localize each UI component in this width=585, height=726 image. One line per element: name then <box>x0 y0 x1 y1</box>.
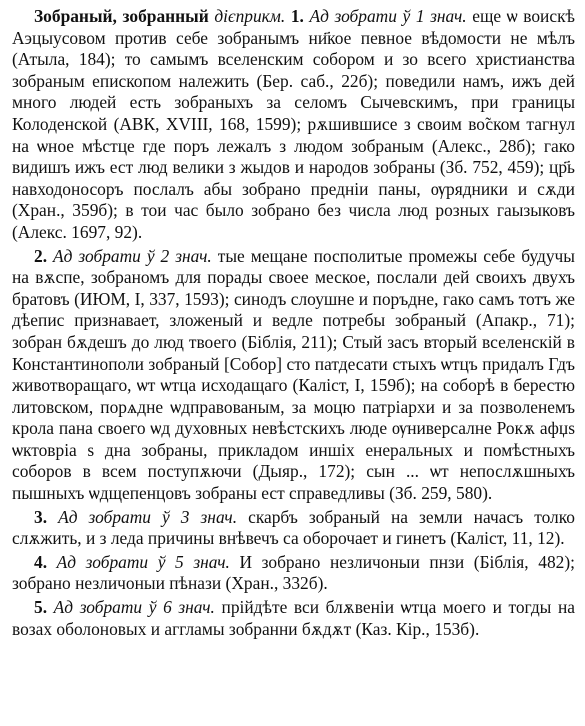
sense-2-number: 2. <box>34 245 48 266</box>
sense-2-label: Ад зобрати ў 2 знач. <box>53 245 212 266</box>
sense-3-paragraph <box>12 507 575 550</box>
sense-3-text: скарбъ зобраный на земли начасъ толко слѫжить, и з леда причины внѣвечъ са оборочает и гинетъ (Каліст, 11, 12). <box>12 506 575 549</box>
sense-5-label: Ад зобрати ў 6 знач. <box>53 597 215 618</box>
sense-2-text: тые мещане посполитые промежы себе будучы на вѫспе, зобраномъ для порады своее меское, послали дей своихъ двухъ братовъ (ИЮМ, I, 337, 1593); синодъ слоушне и поръдне, гако самъ тотъ же дѣепис признавает, зложеный и ведле потребы зобраный (Апакр., 71); зобран бѫдешъ до люд твоего (Біблія, 211); Стый засъ вторый вселенскій в Константинополи зобраный [Собор] сто патдесати стыхъ ѡтцъ придалъ Гдъ животворащаго, ѡт ѡтца исходащаго (Каліст, I, 159б); на соборѣ в берестю литовском, порѧдне ѡдправованым, за моцю патріархи и за позволенемъ крола пана своего ѡд духовных невѣстскихъ люде ѹниверсалне Рокѫ афџѕ ѡктовріа ѕ дна зобраны, прикладом иншіх енеральных и помѣстныхъ соборов в всем поступѫючи (Дыяр., 172); сын ... ѡт непослѫшныхъ пышныхъ ѡдщепенцовъ зобраны ест справедливы (Зб. 259, 580). <box>12 245 575 504</box>
sense-2-paragraph <box>12 246 575 505</box>
entry-grammar: дієприкм. <box>214 6 286 26</box>
sense-5-paragraph <box>12 597 575 640</box>
entry-headword: Зобраный, зобранный <box>34 6 209 26</box>
sense-1-paragraph <box>12 6 575 244</box>
sense-1-label: Ад зобрати ў 1 знач. <box>309 6 467 26</box>
sense-5-number: 5. <box>34 597 48 618</box>
sense-4-label: Ад зобрати ў 5 знач. <box>56 551 230 572</box>
sense-3-label: Ад зобрати ў 3 знач. <box>58 506 238 527</box>
sense-5-text: прійдѣте вси блѫвеніи ѡтца моего и тогды на возах оболоновых и аггламы зобранни бѫдѫт (Каз. Кір., 153б). <box>12 597 575 639</box>
sense-4-paragraph <box>12 552 575 595</box>
sense-1-text: еще ѡ воискѣ Аэцыусовом против себе зобранымъ ни҃кое певное вѣдомости не мѣлъ (Атыла, 184); то самымъ вселенским собором и зо всего христианства зобраным епископом належить (Бер. саб., 22б); поведили намъ, ижъ дей много людей есть зобраныхъ за селомъ Сычевскимъ, при границы Колоденской (АВК, XVIII, 168, 1599); рѫшившисе з своим во̃ском тагнул на ѡное мѣстце где поръ лежалъ з людом зобраным (Алекс., 28б); гако видишъ ижъ ест люд велики з жыдов и народов зобраны (Зб. 752, 459); цр҃ь навходоносоръ послалъ абы зобрано предніи паны, ѹрядники и сѫди (Хран., 359б); в тои час было зобрано без числа люд розных гаызыковъ (Алекс. 1697, 92). <box>12 6 575 242</box>
sense-1-number: 1. <box>290 6 304 26</box>
sense-4-number: 4. <box>34 551 48 572</box>
sense-4-text: И зобрано незличоныи пнзи (Біблія, 482); зобрано незличоныи пѣнази (Хран., 332б). <box>12 551 575 594</box>
sense-3-number: 3. <box>34 506 48 527</box>
